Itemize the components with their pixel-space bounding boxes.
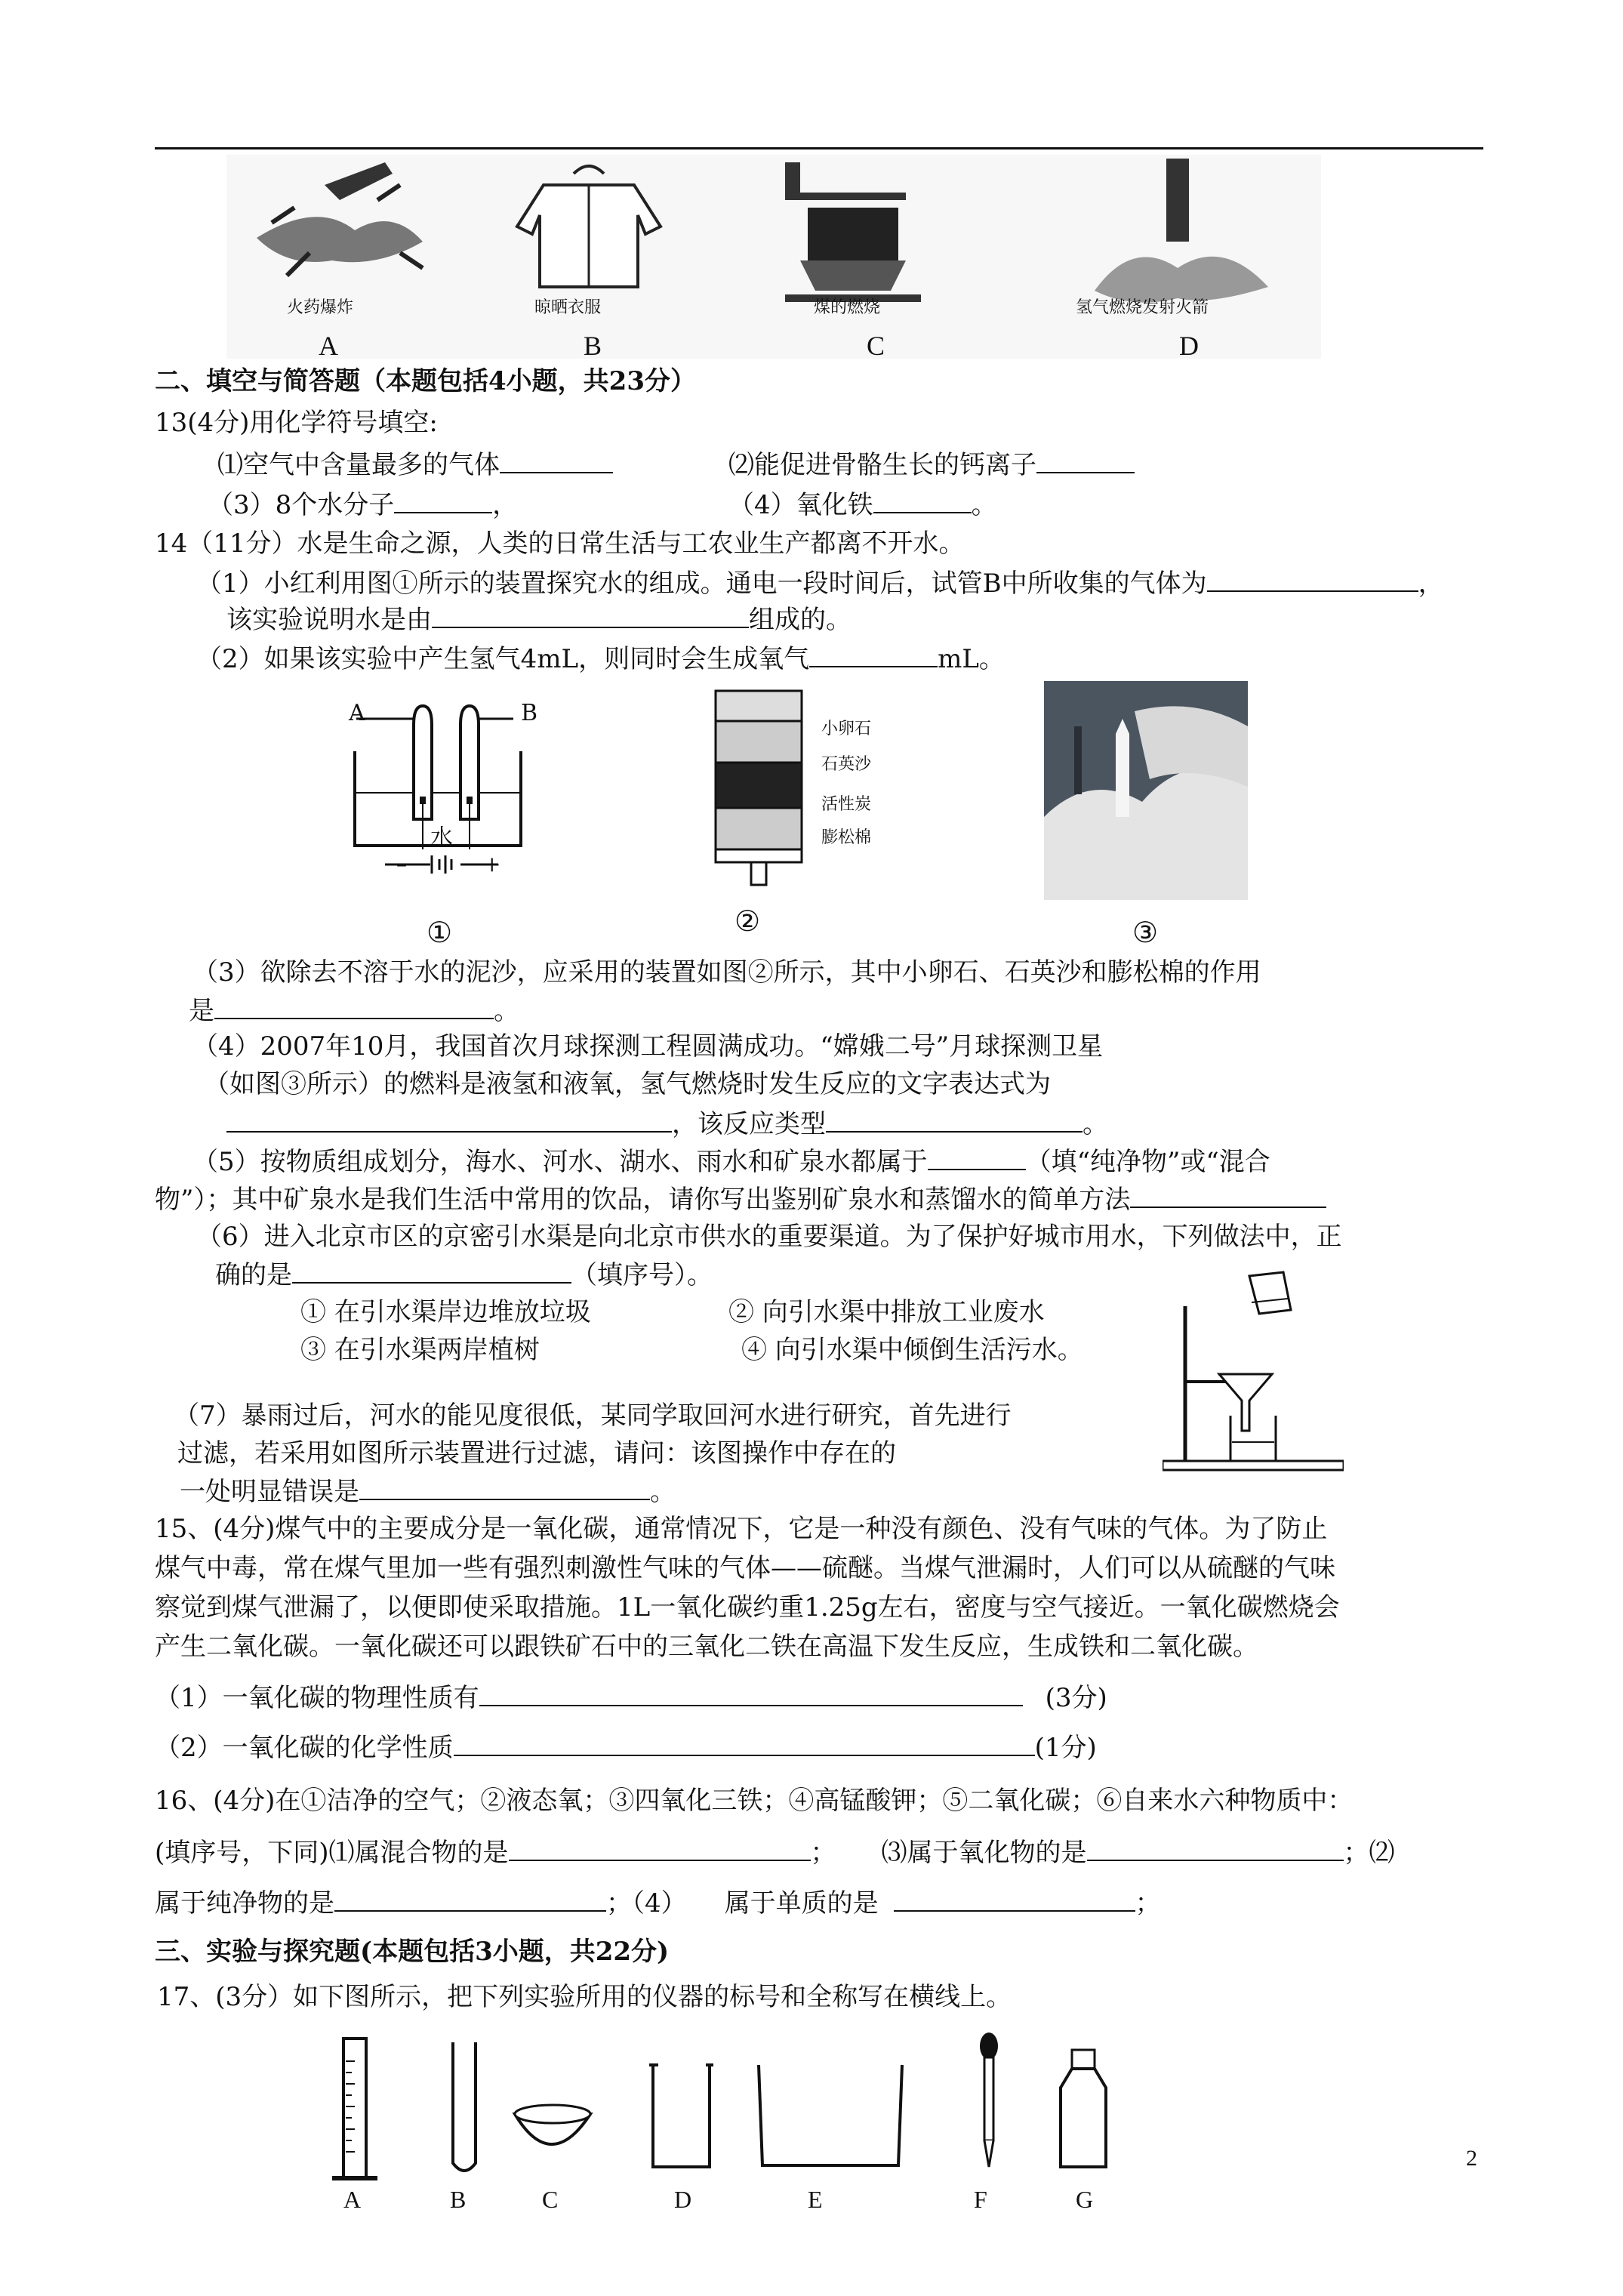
q15-answer1: （1）一氧化碳的物理性质有 (3分) [155,1683,1107,1713]
figure-2-number: ② [735,905,761,938]
q13-part2: ⑵能促进骨骼生长的钙离子 [728,449,1135,480]
q15-line3: 察觉到煤气泄漏了，以便即使采取措施。1L一氧化碳约重1.25g左右，密度与空气接近。一氧化碳燃烧会 [155,1592,1340,1623]
graduated-cylinder-image [332,2039,377,2178]
figure-caption-c: 煤的燃烧 [814,298,881,317]
lab-instruments-figure [317,2031,1147,2190]
instrument-label-f: F [974,2186,987,2213]
page-number: 2 [1466,2146,1477,2171]
top-figure-strip [226,155,1321,359]
figure-caption-d: 氢气燃烧发射火箭 [1076,298,1209,317]
q14-sub4-line1: （4）2007年10月，我国首次月球探测工程圆满成功。“嫦娥二号”月球探测卫星 [192,1031,1104,1062]
instrument-label-g: G [1076,2186,1094,2213]
q14-sub3-line1: （3）欲除去不溶于水的泥沙，应采用的装置如图②所示，其中小卵石、石英沙和膨松棉的作用 [192,957,1261,988]
q15-line4: 产生二氧化碳。一氧化碳还可以跟铁矿石中的三氧化二铁在高温下发生反应，生成铁和二氧化碳。 [155,1632,1258,1662]
figure-letter-a: A [319,331,338,361]
instrument-label-e: E [808,2186,823,2213]
q14-sub2: （2）如果该实验中产生氢气4mL，则同时会生成氧气 mL。 [196,644,1005,674]
q14-option-3: ③ 在引水渠两岸植树 [300,1335,540,1365]
q14-option-4: ④ 向引水渠中倾倒生活污水。 [741,1335,1083,1365]
dropper-image [980,2032,998,2167]
q15-line1: 15、(4分)煤气中的主要成分是一氧化碳，通常情况下，它是一种没有颜色、没有气味的气体。为了防止 [155,1514,1328,1544]
header-rule [155,147,1483,149]
filter-layer-cotton: 膨松棉 [821,828,872,847]
q13-part1: ⑴空气中含量最多的气体 [217,449,613,480]
q14-sub7-line2: 过滤，若采用如图所示装置进行过滤，请问：该图操作中存在的 [177,1438,896,1469]
q13-stem: 13(4分)用化学符号填空: [155,408,438,438]
instrument-label-b: B [450,2186,467,2213]
electrolysis-plus-label: + [483,852,501,877]
electrolysis-label-a: A [349,700,365,726]
q16-line1: 16、(4分)在①洁净的空气；②液态氧；③四氧化三铁；④高锰酸钾；⑤二氧化碳；⑥自来水六种物质中： [155,1786,1354,1816]
figure-letter-d: D [1179,331,1199,361]
section-3-title: 三、实验与探究题(本题包括3小题，共22分) [155,1937,670,1967]
figure-letter-c: C [867,331,885,361]
evaporating-dish-image [515,2105,590,2144]
q14-sub5-line2: 物”）；其中矿泉水是我们生活中常用的饮品，请你写出鉴别矿泉水和蒸馏水的简单方法 [155,1184,1326,1215]
instrument-label-d: D [674,2186,692,2213]
reagent-bottle-image [1061,2050,1106,2167]
electrolysis-water-label: 水 [430,824,453,851]
q14-sub1-line1: （1）小红利用图①所示的装置探究水的组成。通电一段时间后，试管B中所收集的气体为 ， [196,569,1444,599]
q15-line2: 煤气中毒，常在煤气里加一些有强烈刺激性气味的气体——硫醚。当煤气泄漏时，人们可以从硫醚的气味 [155,1553,1335,1583]
section-2-title: 二、填空与简答题（本题包括4小题，共23分） [155,366,696,396]
q16-line2: (填序号，下同)⑴属混合物的是 ； ⑶属于氧化物的是 ；⑵ [155,1838,1395,1868]
electrolysis-apparatus-figure [347,695,536,883]
beaker-image [649,2065,713,2167]
instrument-label-c: C [542,2186,559,2213]
filter-layer-activated-carbon: 活性炭 [821,795,872,814]
q14-sub5-line1: （5）按物质组成划分，海水、河水、湖水、雨水和矿泉水都属于 （填“纯净物”或“混合 [192,1147,1270,1177]
figure-caption-a: 火药爆炸 [287,298,354,317]
q14-stem: 14（11分）水是生命之源，人类的日常生活与工农业生产都离不开水。 [155,529,965,559]
instrument-label-a: A [343,2186,362,2213]
q14-option-1: ① 在引水渠岸边堆放垃圾 [300,1297,591,1327]
q13-part3: （3）8个水分子 ， [208,490,519,520]
q14-sub6-line1: （6）进入北京市区的京密引水渠是向北京市供水的重要渠道。为了保护好城市用水，下列做法中，正 [196,1222,1342,1252]
q17-stem: 17、(3分）如下图所示，把下列实验所用的仪器的标号和全称写在横线上。 [157,1982,1012,2012]
q16-line3: 属于纯净物的是 ；（4） 属于单质的是 ； [155,1888,1161,1918]
q14-sub7-line1: （7）暴雨过后，河水的能见度很低，某同学取回河水进行研究，首先进行 [174,1401,1012,1431]
q14-sub4-line3: ，该反应类型 。 [226,1108,1108,1139]
test-tube-image [453,2042,476,2171]
q14-sub4-line2: （如图③所示）的燃料是液氢和液氧，氢气燃烧时发生反应的文字表达式为 [204,1069,1051,1099]
q14-sub7-line3: 一处明显错误是 。 [180,1477,676,1507]
q15-answer2: （2）一氧化碳的化学性质 (1分) [155,1733,1097,1763]
trough-image [759,2065,902,2165]
figure-1-number: ① [427,916,453,949]
electrolysis-minus-label: – [396,852,407,877]
q14-sub6-line2: 确的是 （填序号）。 [215,1260,713,1290]
q14-option-2: ② 向引水渠中排放工业废水 [728,1297,1045,1327]
figure-3-number: ③ [1132,916,1159,949]
q14-sub1-line2: 该实验说明水是由 组成的。 [226,605,852,635]
figure-caption-b: 晾晒衣服 [534,298,602,317]
q13-part4: （4）氧化铁 。 [728,490,997,520]
water-filter-figure [710,687,808,891]
filter-layer-pebbles: 小卵石 [821,720,872,738]
q14-sub3-line2: 是 。 [189,996,519,1026]
rocket-launch-photo [1044,681,1248,900]
filtration-apparatus-figure [1163,1268,1344,1472]
figure-letter-b: B [584,331,602,361]
filter-layer-quartz-sand: 石英沙 [821,755,872,774]
electrolysis-label-b: B [521,700,538,726]
